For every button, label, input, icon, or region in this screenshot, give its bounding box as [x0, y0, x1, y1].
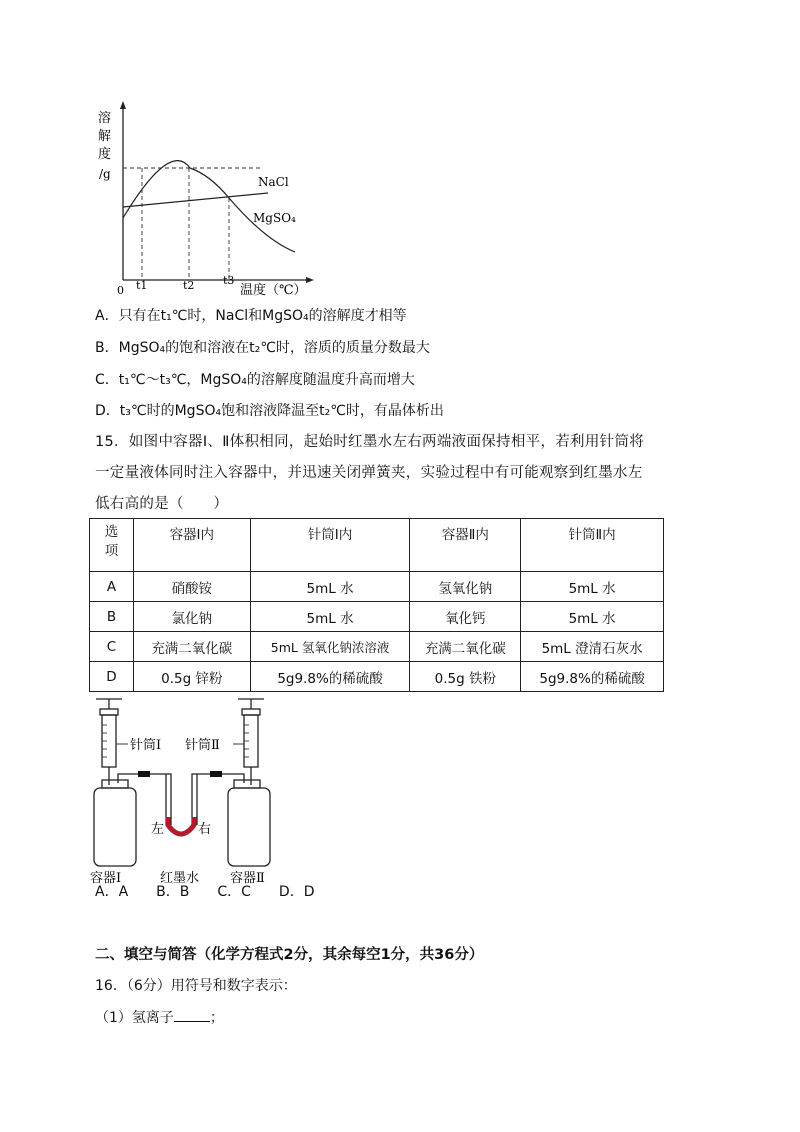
- header-syringe1: 针筒Ⅰ内: [250, 519, 410, 572]
- table-cell: 5mL 水: [521, 602, 664, 632]
- table-cell: 0.5g 铁粉: [410, 662, 521, 692]
- syringe2-label: 针筒Ⅱ: [185, 738, 220, 753]
- syringe1-plunger-head: [100, 709, 118, 715]
- table-row: [90, 572, 664, 602]
- q16-1: （1）氢离子 ；: [95, 1007, 224, 1028]
- q15-line-2: 一定量液体同时注入容器中，并迅速关闭弹簧夹，实验过程中有可能观察到红墨水左: [95, 465, 643, 481]
- bottle1-stopper: [102, 780, 128, 788]
- y-axis-arrow: [120, 101, 126, 109]
- nacl-series-line: [123, 193, 268, 207]
- y-label-1: 溶: [98, 111, 112, 126]
- table-header-row: [90, 519, 664, 572]
- table-cell: 充满二氧化碳: [133, 632, 250, 662]
- container1-label: 容器Ⅰ: [90, 871, 122, 885]
- clamp-right: [210, 771, 222, 777]
- right-label: 右: [198, 822, 212, 837]
- q15-line-1: 15．如图中容器Ⅰ、Ⅱ体积相同，起始时红墨水左右两端液面保持相平，若利用针筒将: [95, 434, 645, 450]
- container1-bottle: [94, 788, 136, 866]
- header-syringe2: 针筒Ⅱ内: [521, 519, 664, 572]
- table-cell: 5g9.8%的稀硫酸: [521, 662, 664, 692]
- table-cell: 5mL 水: [521, 572, 664, 602]
- y-label-3: 度: [98, 147, 112, 162]
- table-cell: 5mL 氢氧化钠浓溶液: [250, 632, 410, 662]
- option-b: B．MgSO₄的饱和溶液在t₂℃时，溶质的质量分数最大: [95, 340, 430, 356]
- mgso4-label: MgSO₄: [253, 211, 296, 225]
- table-cell: C: [90, 632, 134, 662]
- nacl-label: NaCl: [258, 175, 289, 189]
- y-label-2: 解: [98, 129, 112, 144]
- table-row: [90, 632, 664, 662]
- y-label-4: /g: [99, 167, 111, 181]
- left-label: 左: [151, 822, 165, 837]
- syringe1-label: 针筒Ⅰ: [130, 738, 162, 753]
- tick-t1: t1: [136, 279, 148, 292]
- table-cell: 5mL 水: [250, 572, 410, 602]
- q15-line-3: 低右高的是（ ）: [95, 496, 229, 512]
- table-cell: 5mL 澄清石灰水: [521, 632, 664, 662]
- x-axis-arrow: [306, 277, 314, 283]
- container2-bottle: [228, 788, 270, 866]
- table-cell: 氧化钙: [410, 602, 521, 632]
- red-ink: [168, 817, 194, 834]
- table-cell: 5g9.8%的稀硫酸: [250, 662, 410, 692]
- section2-heading: 二、填空与简答（化学方程式2分，其余每空1分，共36分）: [95, 947, 484, 963]
- solubility-chart: [90, 100, 330, 300]
- table-cell: A: [90, 572, 134, 602]
- tick-t3: t3: [223, 274, 235, 287]
- table-cell: 硝酸铵: [133, 572, 250, 602]
- bottle2-stopper: [234, 780, 260, 788]
- option-a: A．只有在t₁℃时，NaCl和MgSO₄的溶解度才相等: [95, 308, 407, 324]
- tick-t2: t2: [183, 279, 195, 292]
- header-option: 选 项: [90, 519, 134, 572]
- table-cell: 0.5g 锌粉: [133, 662, 250, 692]
- left-tube: [118, 774, 171, 825]
- table-cell: 5mL 水: [250, 602, 410, 632]
- container2-label: 容器Ⅱ: [230, 871, 265, 885]
- ink-label: 红墨水: [160, 871, 200, 885]
- syringe2-plunger-head: [242, 709, 260, 715]
- table-cell: 氯化钠: [133, 602, 250, 632]
- table-cell: B: [90, 602, 134, 632]
- table-cell: 充满二氧化碳: [410, 632, 521, 662]
- table-row: [90, 662, 664, 692]
- right-tube: [192, 774, 244, 825]
- header-container1: 容器Ⅰ内: [133, 519, 250, 572]
- q15-table: [89, 518, 664, 692]
- option-d: D．t₃℃时的MgSO₄饱和溶液降温至t₂℃时，有晶体析出: [95, 403, 444, 419]
- apparatus-diagram: [88, 695, 318, 885]
- answer-blank[interactable]: [174, 1007, 210, 1022]
- option-c: C．t₁℃～t₃℃，MgSO₄的溶解度随温度升高而增大: [95, 372, 415, 388]
- table-cell: 氢氧化钠: [410, 572, 521, 602]
- x-label: 温度（℃）: [240, 283, 307, 298]
- header-container2: 容器Ⅱ内: [410, 519, 521, 572]
- q16-title: 16．（6分）用符号和数字表示：: [95, 978, 297, 994]
- tick-0: 0: [117, 284, 124, 297]
- q15-answers: A．A B．B C．C D．D: [95, 884, 315, 900]
- clamp-left: [138, 771, 150, 777]
- table-row: [90, 602, 664, 632]
- table-cell: D: [90, 662, 134, 692]
